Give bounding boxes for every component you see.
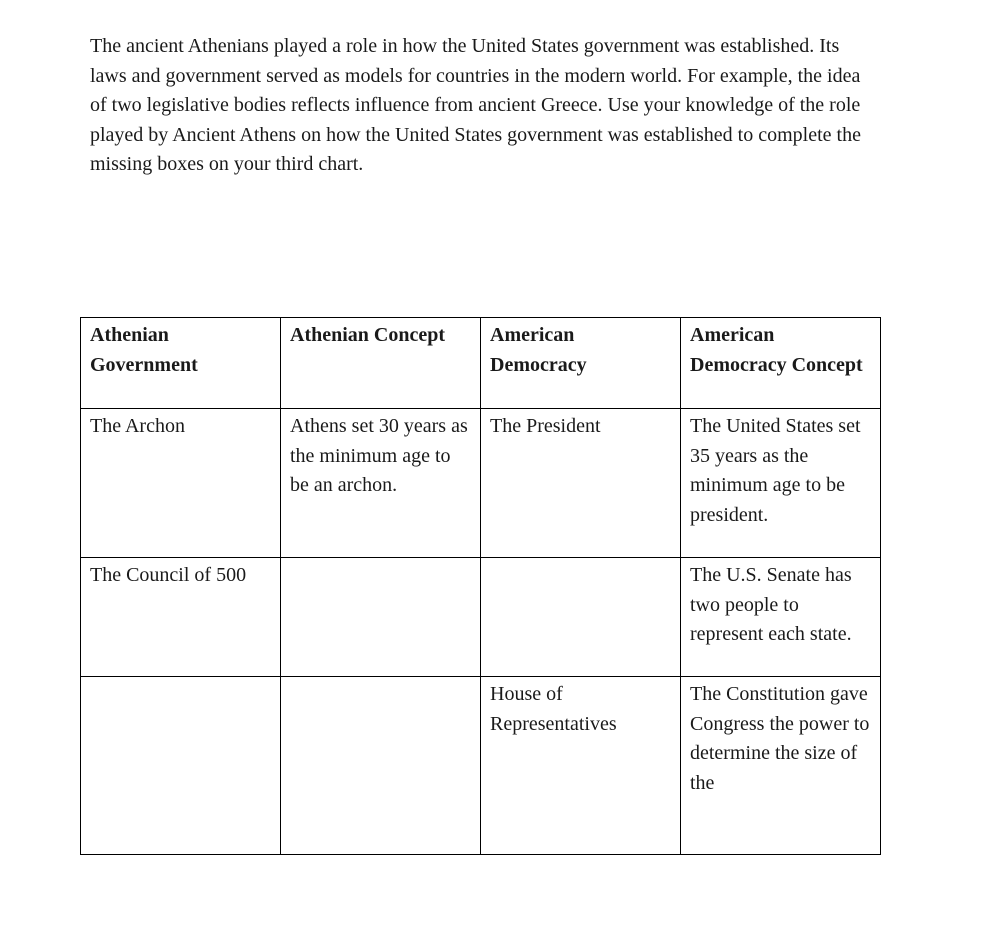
- table-header-athenian-concept: Athenian Concept: [281, 318, 481, 409]
- table-cell: The United States set 35 years as the minimum age to be president.: [681, 409, 881, 558]
- table-cell-empty: [281, 558, 481, 677]
- comparison-table: [80, 317, 881, 855]
- table-header-american-democracy: American Democracy: [481, 318, 681, 409]
- table-cell: House of Representatives: [481, 677, 681, 855]
- table-cell: The Archon: [81, 409, 281, 558]
- table-cell-empty: [81, 677, 281, 855]
- table-header-athenian-government: Athenian Government: [81, 318, 281, 409]
- table-header-row: [81, 318, 881, 409]
- table-cell: Athens set 30 years as the minimum age to be an archon.: [281, 409, 481, 558]
- table-cell: The President: [481, 409, 681, 558]
- table-header-american-democracy-concept: American Democracy Concept: [681, 318, 881, 409]
- table-cell: The U.S. Senate has two people to represent each state.: [681, 558, 881, 677]
- table-cell: The Constitution gave Congress the power to determine the size of the: [681, 677, 881, 855]
- table-row: [81, 558, 881, 677]
- table-row: [81, 409, 881, 558]
- table-cell-empty: [481, 558, 681, 677]
- intro-paragraph: The ancient Athenians played a role in how the United States government was established. Its laws and government served as models for countries in the modern world. For example, the idea of two legislative bodies reflects influence from ancient Greece. Use your knowledge of the role played by Ancient Athens on how the United States government was established to complete the missing boxes on your third chart.: [90, 35, 861, 175]
- table-row: [81, 677, 881, 855]
- table-cell: The Council of 500: [81, 558, 281, 677]
- table-cell-empty: [281, 677, 481, 855]
